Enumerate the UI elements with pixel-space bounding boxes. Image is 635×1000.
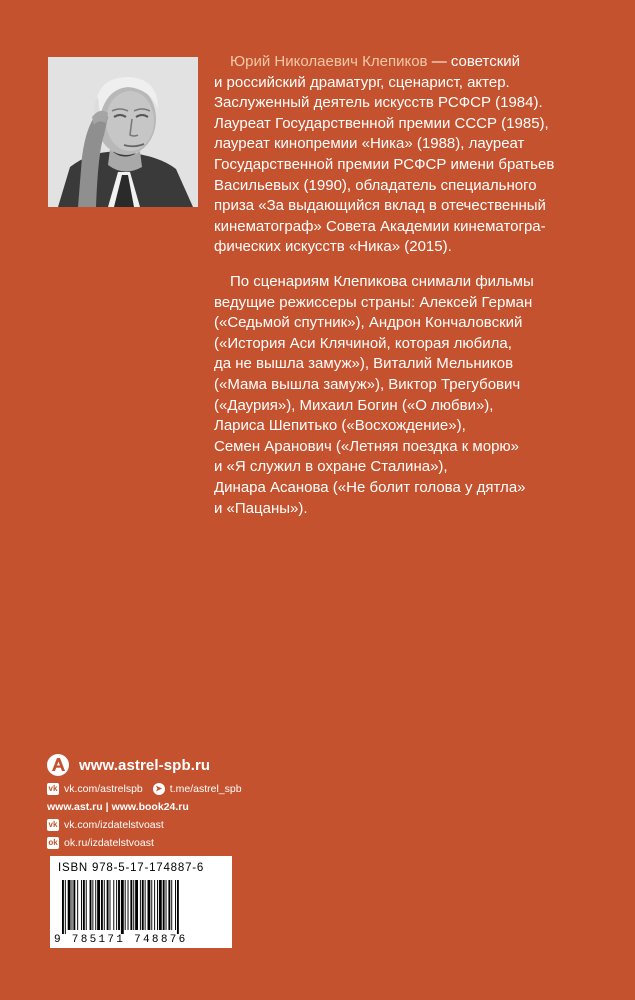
author-name: Юрий Николаевич Клепиков — [230, 53, 428, 70]
films-line: и «Я служил в охране Сталина»), — [214, 458, 448, 476]
bio-line: Заслуженный деятель искусств РСФСР (1984). — [214, 94, 543, 112]
author-portrait-image — [48, 57, 198, 207]
films-line: ведущие режиссеры страны: Алексей Герман — [214, 293, 533, 311]
vk-ast-link[interactable]: vk.com/izdatelstvoast — [64, 819, 164, 831]
author-bio — [214, 52, 594, 258]
bio-line: кинематограф» Совета Академии кинематогра- — [214, 217, 546, 235]
filmography-paragraph — [214, 272, 614, 519]
ok-ast-link[interactable]: ok.ru/izdatelstvoast — [64, 837, 154, 849]
films-line: («Мама вышла замуж»), Виктор Трегубович — [214, 375, 521, 393]
social-row-ok-ast — [47, 836, 307, 850]
book24-website-link[interactable]: www.book24.ru — [111, 801, 189, 813]
films-line: Семен Аранович («Летняя поездка к морю» — [214, 437, 520, 455]
films-line: Лариса Шепитько («Восхождение»), — [214, 417, 466, 435]
telegram-astrel-link[interactable]: t.me/astrel_spb — [169, 783, 242, 795]
telegram-icon: ➤ — [153, 783, 165, 795]
social-row-vk-ast — [47, 818, 307, 832]
films-line: Динара Асанова («Не болит голова у дятла» — [214, 478, 526, 496]
bio-line: лауреат кинопремии «Ника» (1988), лауреат — [214, 135, 525, 153]
films-line: По сценариям Клепикова снимали фильмы — [230, 273, 534, 290]
films-line: да не вышла замуж»), Виталий Мельников — [214, 355, 514, 373]
barcode-bars — [56, 880, 226, 934]
bio-line: — советский — [427, 53, 521, 70]
publisher-main-row — [47, 752, 307, 778]
odnoklassniki-icon: ok — [48, 838, 58, 847]
isbn-barcode — [50, 856, 232, 948]
author-photo — [48, 57, 198, 207]
bio-line: Государственной премии РСФСР имени братьев — [214, 155, 555, 173]
films-line: («Седьмой спутник»), Андрон Кончаловский — [214, 314, 523, 332]
bio-line: приза «За выдающийся вклад в отечественный — [214, 197, 546, 215]
bio-line: Васильевых (1990), обладатель специального — [214, 176, 537, 194]
bio-paragraph — [214, 52, 594, 258]
isbn-number: ISBN 978-5-17-174887-6 — [58, 862, 205, 874]
astrel-logo-icon — [47, 754, 69, 776]
bio-line: Лауреат Государственной премии СССР (1985), — [214, 114, 549, 132]
films-line: («Даурия»), Михаил Богин («О любви»), — [214, 396, 494, 414]
films-text — [214, 272, 614, 519]
ast-sites-row — [47, 800, 307, 814]
bio-line: и российский драматург, сценарист, актер. — [214, 73, 510, 91]
site-separator: | — [105, 801, 109, 813]
social-row-astrel — [47, 782, 307, 796]
barcode-digits: 9 785171 748876 — [54, 934, 188, 946]
vk-icon: vk — [48, 820, 58, 829]
films-line: («История Аси Клячиной, которая любила, — [214, 334, 512, 352]
ast-website-link[interactable]: www.ast.ru — [47, 801, 103, 813]
vk-astrel-link[interactable]: vk.com/astrelspb — [64, 783, 143, 795]
bio-line: фических искусств «Ника» (2015). — [214, 238, 452, 256]
vk-icon: vk — [48, 784, 58, 793]
films-line: и «Пацаны»). — [214, 499, 308, 517]
publisher-info — [47, 752, 307, 850]
publisher-website-link[interactable]: www.astrel-spb.ru — [79, 756, 211, 774]
